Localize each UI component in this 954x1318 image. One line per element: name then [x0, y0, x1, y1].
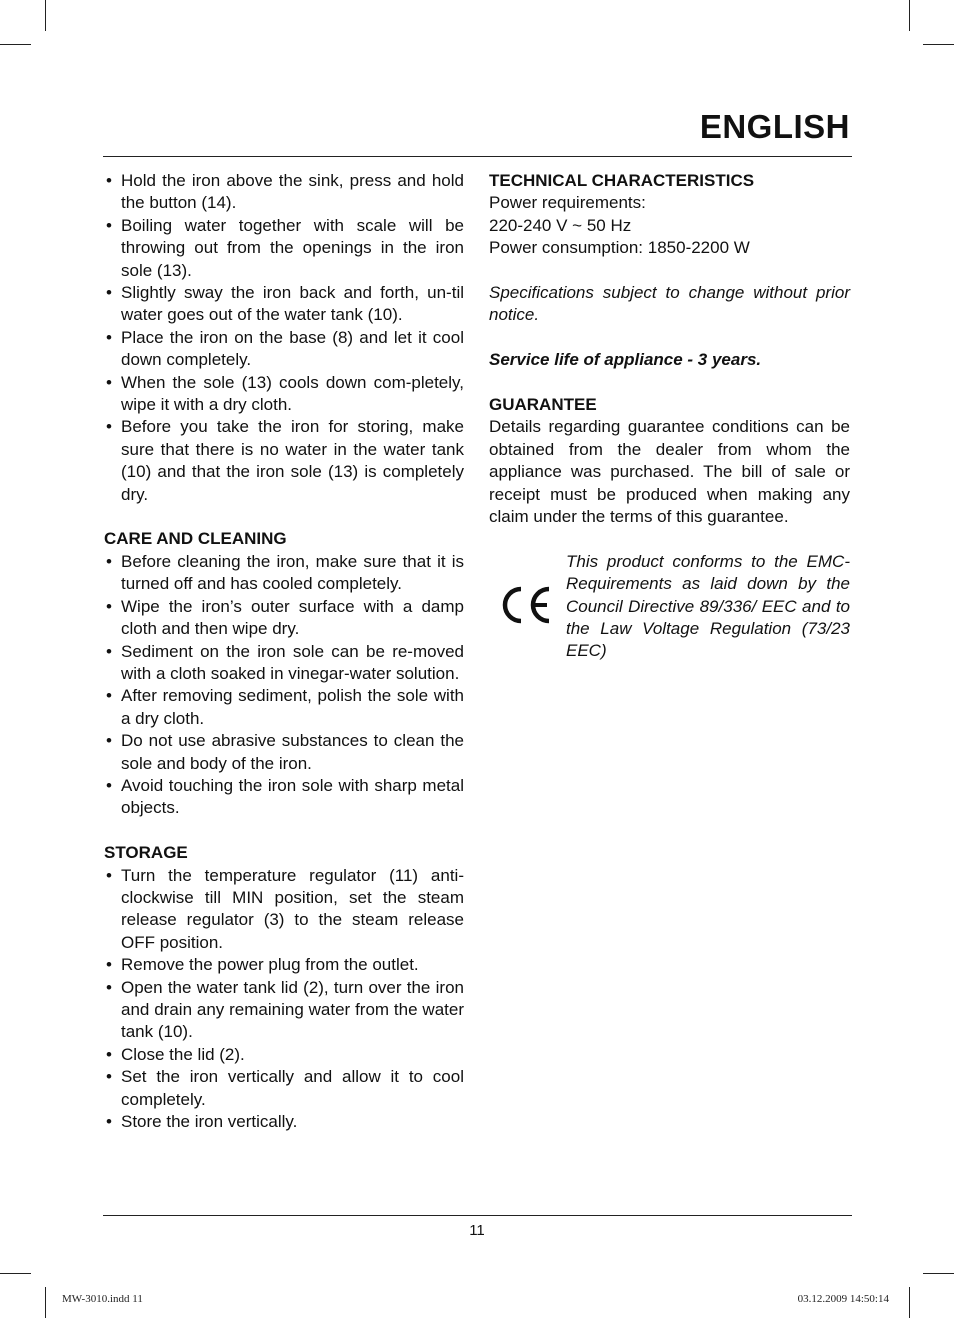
storage-heading: STORAGE — [104, 843, 188, 863]
list-item: • Close the lid (2). — [104, 1044, 464, 1066]
crop-mark-bottom-right-h — [923, 1273, 954, 1274]
list-item: • Do not use abrasive substances to clean the sole and body of the iron. — [106, 731, 464, 773]
bullet-icon: • — [106, 551, 112, 571]
bullet-icon: • — [106, 596, 112, 616]
crop-mark-bottom-right-v — [909, 1287, 910, 1318]
bullet-icon: • — [106, 731, 112, 751]
care-heading: CARE AND CLEANING — [104, 529, 287, 549]
guarantee-text: Details regarding guarantee conditions can be obtained from the dealer from whom the appliance was purchased. The bill of sale or receipt must be produced when making any claim under the terms of this guarantee. — [489, 417, 850, 527]
list-item: • When the sole (13) cools down com-pletely, wipe it with a dry cloth. — [106, 372, 464, 415]
care-bullet-list — [104, 551, 464, 820]
service-life: Service life of appliance - 3 years. — [489, 350, 762, 370]
crop-mark-bottom-left-h — [0, 1273, 31, 1274]
bullet-icon: • — [106, 372, 112, 392]
ce-conformity-block — [489, 551, 850, 663]
list-item: • Turn the temperature regulator (11) anti-clockwise till MIN position, set the steam release regulator (3) to the steam release OFF position. — [106, 865, 464, 952]
right-column — [489, 170, 850, 663]
bullet-icon: • — [106, 1112, 112, 1132]
page-number: 11 — [469, 1222, 485, 1239]
list-item: • Slightly sway the iron back and forth, un-til water goes out of the water tank (10). — [106, 283, 464, 325]
left-column — [104, 170, 464, 1133]
list-item: • Before cleaning the iron, make sure that it is turned off and has cooled completely. — [106, 551, 464, 594]
bullet-icon: • — [106, 171, 112, 190]
bullet-icon: • — [106, 1067, 112, 1087]
tech-heading: TECHNICAL CHARACTERISTICS — [489, 171, 755, 190]
crop-mark-top-right-h — [923, 44, 954, 45]
list-item: • Store the iron vertically. — [104, 1111, 464, 1133]
ce-mark-icon — [501, 585, 553, 625]
bullet-icon: • — [106, 686, 112, 706]
ce-conformity-text: This product conforms to the EMC-Requirements as laid down by the Council Directive 89/336/ EEC and to the Law Voltage Regulation (73/23 EEC) — [566, 551, 850, 661]
list-item: • Hold the iron above the sink, press and hold the button (14). — [106, 171, 464, 213]
intro-bullet-list — [104, 170, 464, 506]
spec-notice: Specifications subject to change without prior notice. — [489, 283, 850, 325]
list-item: • After removing sediment, polish the sole with a dry cloth. — [106, 686, 464, 728]
bullet-icon: • — [106, 865, 112, 885]
crop-mark-top-right-v — [909, 0, 910, 31]
bullet-icon: • — [106, 1044, 112, 1064]
page-title: ENGLISH — [699, 108, 850, 145]
print-slug-file: MW-3010.indd 11 — [62, 1293, 143, 1305]
list-item: • Remove the power plug from the outlet. — [104, 954, 464, 976]
list-item: • Avoid touching the iron sole with sharp metal objects. — [106, 775, 464, 818]
bullet-icon: • — [106, 775, 112, 795]
bullet-icon: • — [106, 955, 112, 975]
bullet-icon: • — [106, 215, 112, 235]
bullet-icon: • — [106, 417, 112, 437]
header-rule — [103, 156, 852, 157]
power-consumption: Power consumption: 1850-2200 W — [489, 238, 750, 258]
bullet-icon: • — [106, 327, 112, 347]
crop-mark-bottom-left-v — [45, 1287, 46, 1318]
power-requirements-value: 220-240 V ~ 50 Hz — [489, 215, 632, 235]
list-item: • Sediment on the iron sole can be re-moved with a cloth soaked in vinegar-water solution. — [106, 641, 464, 683]
guarantee-heading: GUARANTEE — [489, 395, 597, 415]
list-item: • Wipe the iron’s outer surface with a damp cloth and then wipe dry. — [106, 596, 464, 639]
list-item: • Place the iron on the base (8) and let it cool down completely. — [106, 327, 464, 370]
power-requirements-label: Power requirements: — [489, 193, 646, 213]
list-item: • Boiling water together with scale will be throwing out from the openings in the iron sole (13). — [106, 215, 464, 280]
bullet-icon: • — [106, 641, 112, 661]
storage-bullet-list — [104, 865, 464, 1134]
list-item: • Open the water tank lid (2), turn over the iron and drain any remaining water from the water tank (10). — [106, 977, 464, 1042]
list-item: • Before you take the iron for storing, make sure that there is no water in the water tank (10) and that the iron sole (13) is completely dry. — [106, 417, 464, 504]
list-item: • Set the iron vertically and allow it to cool completely. — [106, 1067, 464, 1109]
crop-mark-top-left-v — [45, 0, 46, 31]
bullet-icon: • — [106, 977, 112, 997]
print-slug-timestamp: 03.12.2009 14:50:14 — [797, 1293, 889, 1305]
footer-rule — [103, 1215, 852, 1216]
bullet-icon: • — [106, 283, 112, 303]
crop-mark-top-left-h — [0, 44, 31, 45]
